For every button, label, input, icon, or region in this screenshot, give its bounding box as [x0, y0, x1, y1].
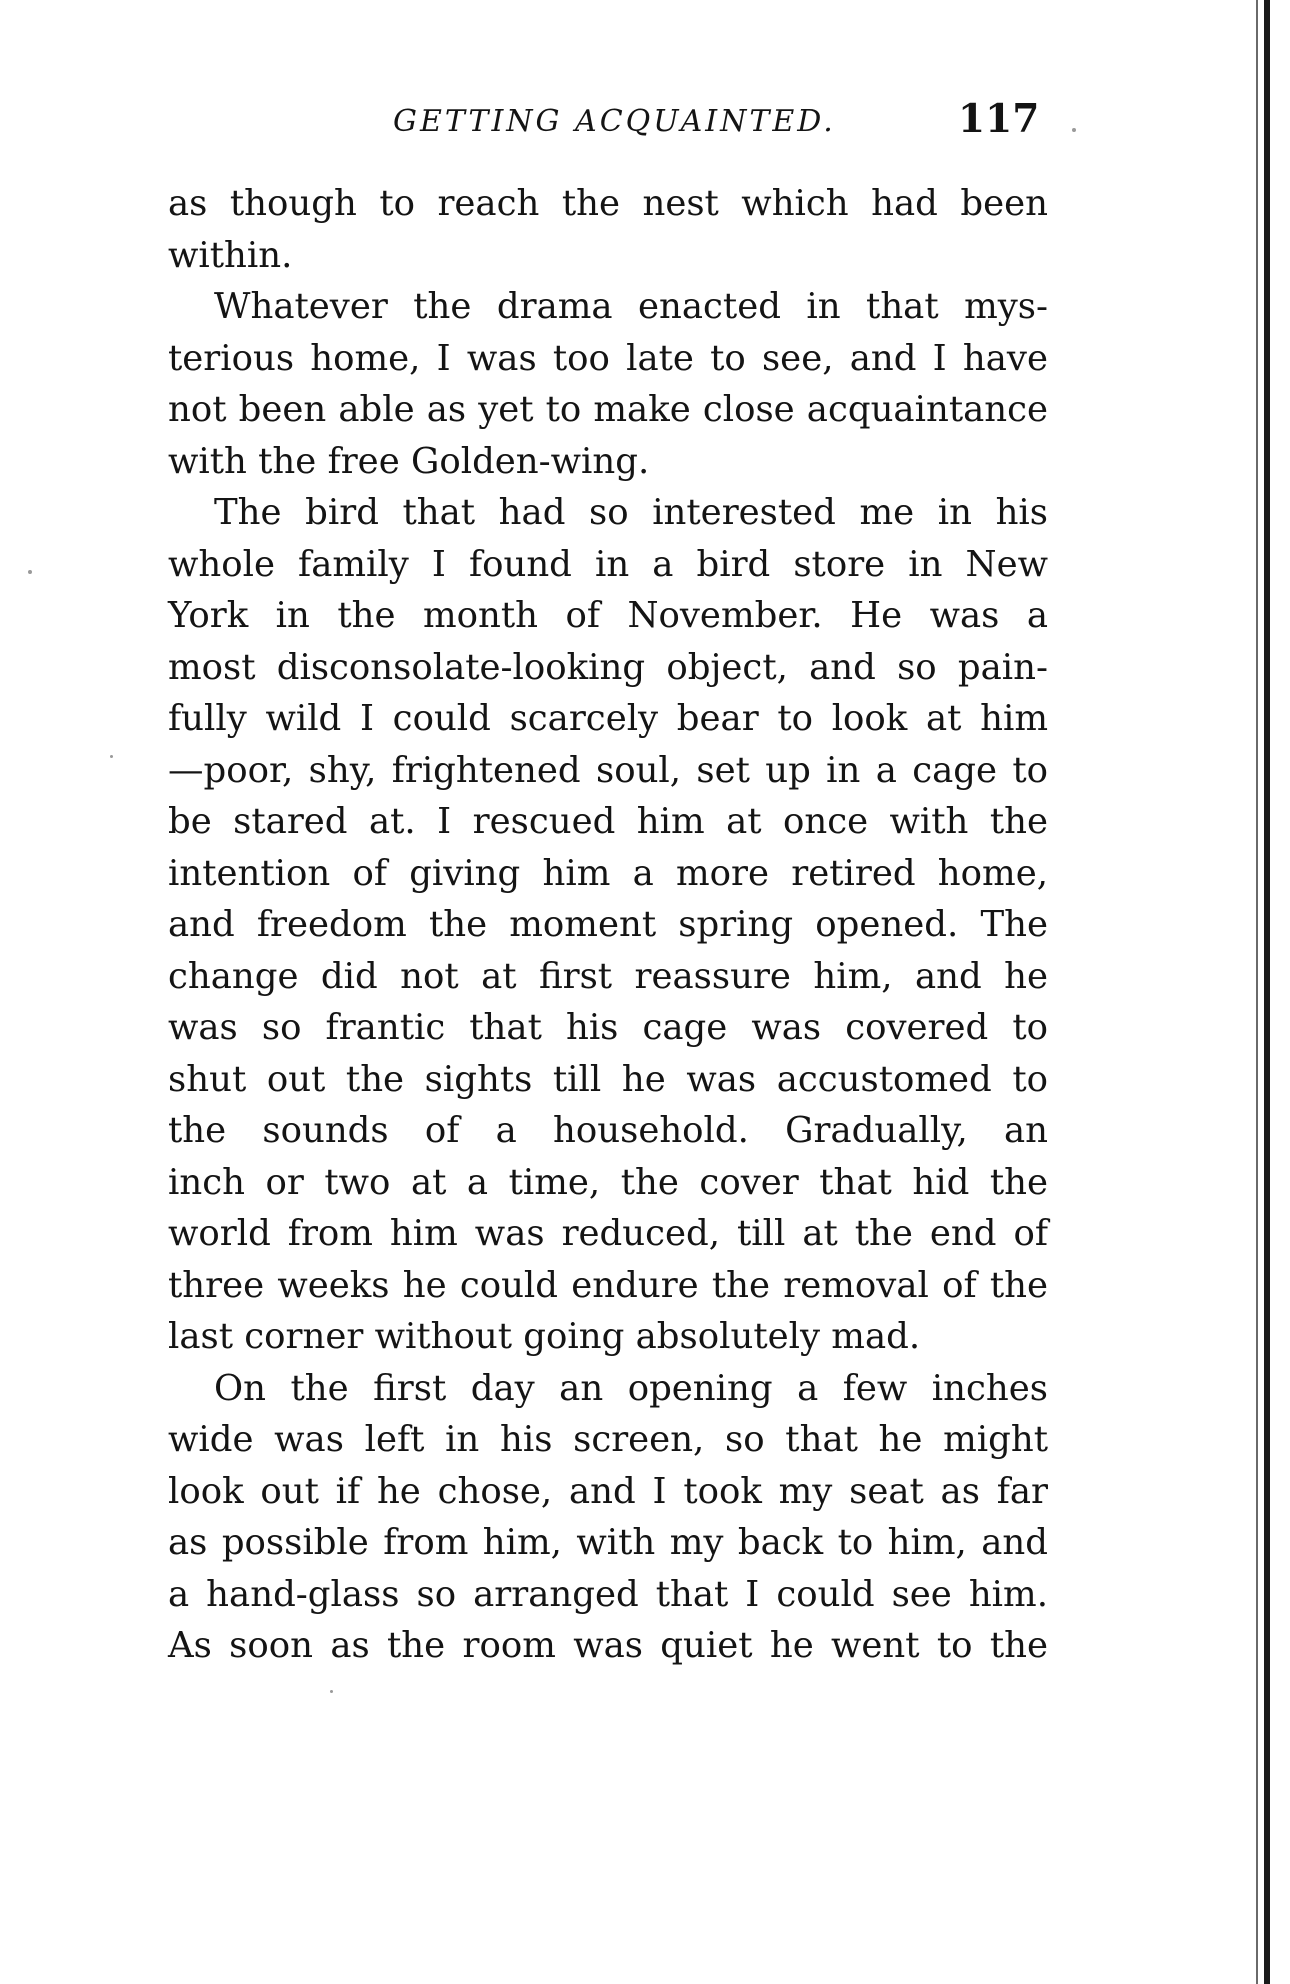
text-line: three weeks he could endure the removal of the — [168, 1264, 1048, 1306]
text-line: fully wild I could scarcely bear to look at him — [168, 698, 1048, 739]
page-edge — [1264, 0, 1270, 1984]
text-line: was so frantic that his cage was covered to — [168, 1007, 1048, 1048]
text-line: whole family I found in a bird store in New — [168, 543, 1048, 585]
text-line: terious home, I was too late to see, and I have — [168, 337, 1048, 379]
text-line: The bird that had so interested me in his — [214, 492, 1048, 533]
text-line: not been able as yet to make close acquaintance — [168, 389, 1048, 430]
text-line: Whatever the drama enacted in that mys- — [214, 286, 1048, 327]
text-line: a hand-glass so arranged that I could see him. — [168, 1573, 1048, 1615]
text-line: intention of giving him a more retired home, — [168, 852, 1048, 894]
text-line: last corner without going absolutely mad. — [168, 1316, 921, 1357]
text-line: as though to reach the nest which had been — [168, 183, 1048, 224]
paper-speck — [1072, 128, 1076, 132]
text-line: be stared at. I rescued him at once with the — [168, 801, 1048, 842]
paper-speck — [28, 570, 32, 574]
text-line: —poor, shy, frightened soul, set up in a cage to — [168, 749, 1048, 791]
running-head: GETTING ACQUAINTED. — [393, 104, 836, 139]
text-line: look out if he chose, and I took my seat as far — [168, 1470, 1048, 1512]
text-line: shut out the sights till he was accustomed to — [168, 1058, 1048, 1100]
page-edge-shadow — [1256, 0, 1258, 1984]
text-line: and freedom the moment spring opened. The — [168, 904, 1048, 945]
page-header — [168, 90, 1048, 150]
text-line: wide was left in his screen, so that he might — [168, 1419, 1048, 1460]
text-line: On the first day an opening a few inches — [214, 1367, 1048, 1409]
page-number: 117 — [958, 96, 1040, 142]
text-line: world from him was reduced, till at the end of — [168, 1213, 1048, 1254]
paper-speck — [110, 755, 113, 758]
text-line: inch or two at a time, the cover that hid the — [168, 1161, 1048, 1203]
text-line: the sounds of a household. Gradually, an — [168, 1110, 1048, 1151]
text-line: with the free Golden-wing. — [168, 440, 650, 482]
paper-speck — [330, 1690, 333, 1693]
text-line: As soon as the room was quiet he went to the — [168, 1625, 1048, 1666]
text-line: change did not at first reassure him, and he — [168, 955, 1048, 997]
text-line: within. — [168, 234, 293, 276]
text-line: most disconsolate-looking object, and so pain- — [168, 646, 1048, 688]
body-text — [168, 178, 1048, 1672]
text-line: York in the month of November. He was a — [168, 595, 1048, 636]
text-line: as possible from him, with my back to him, and — [168, 1522, 1048, 1563]
